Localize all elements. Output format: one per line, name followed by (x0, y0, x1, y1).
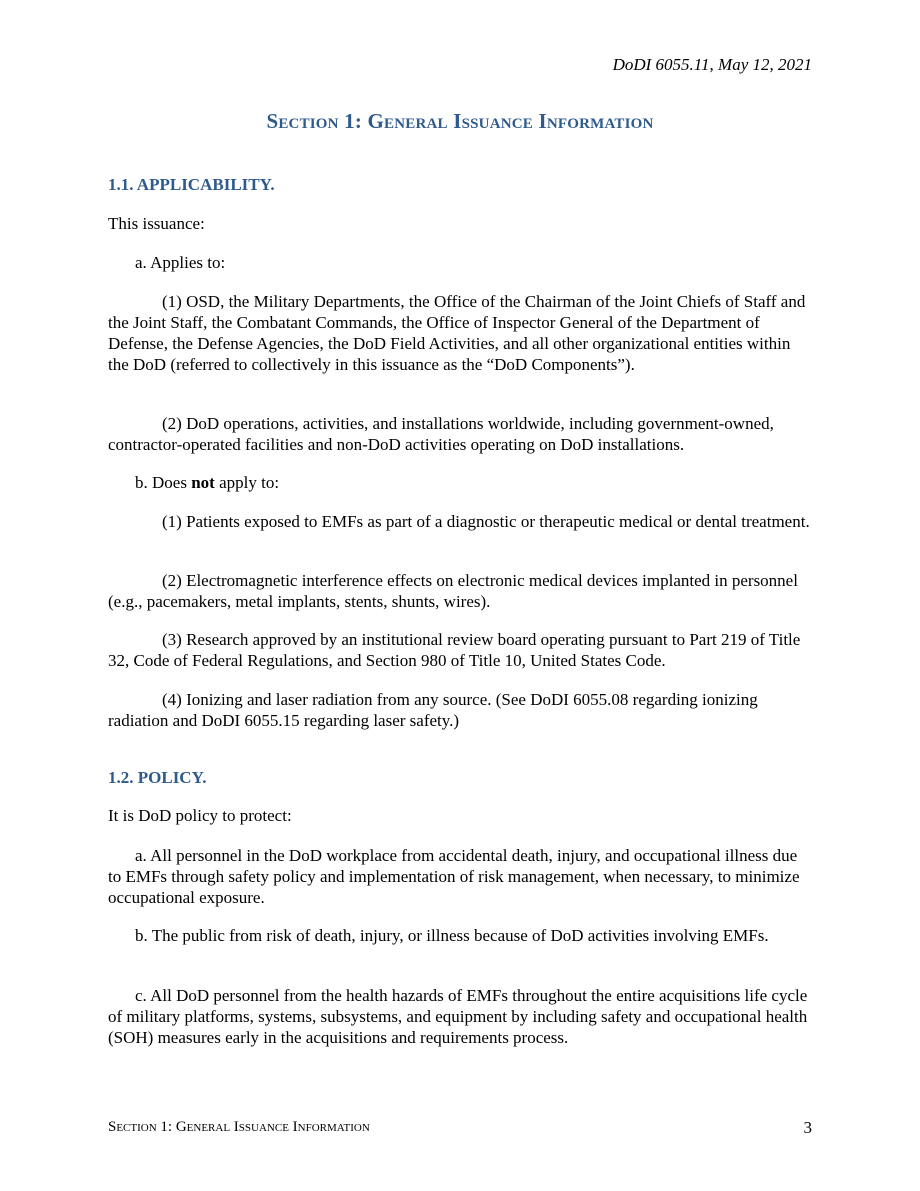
policy-item-c: c. All DoD personnel from the health hazards of EMFs throughout the entire acquisitions life cycle of military platforms, systems, subsystems, and equipment by including safety and occupational health (SOH) measures early in the acquisitions and requirements process. (108, 986, 808, 1047)
does-not-apply-item-2: (2) Electromagnetic interference effects on electronic medical devices implanted in personnel (e.g., pacemakers, metal implants, stents, shunts, wires). (108, 571, 798, 611)
applies-to-label: a. Applies to: (135, 253, 226, 272)
does-not-apply-label: b. Does not apply to: (135, 473, 280, 492)
applies-to-item-1: (1) OSD, the Military Departments, the Office of the Chairman of the Joint Chiefs of Staff and the Joint Staff, the Combatant Commands, the Office of Inspector General of the Department of Defense, the Defense Agencies, the DoD Field Activities, and all other organizational entities within the DoD (referred to collectively in this issuance as the “DoD Components”). (108, 292, 806, 374)
document-reference: DoDI 6055.11, May 12, 2021 (612, 55, 812, 74)
does-not-apply-item-1: (1) Patients exposed to EMFs as part of a diagnostic or therapeutic medical or dental treatment. (162, 512, 810, 531)
policy-item-b: b. The public from risk of death, injury, or illness because of DoD activities involving EMFs. (135, 926, 769, 945)
page-number: 3 (803, 1118, 812, 1137)
applicability-intro: This issuance: (108, 214, 205, 233)
does-not-apply-item-3: (3) Research approved by an institutional review board operating pursuant to Part 219 of Title 32, Code of Federal Regulations, and Section 980 of Title 10, United States Code. (108, 630, 801, 670)
emphasis-not: not (191, 473, 215, 492)
applies-to-item-2: (2) DoD operations, activities, and installations worldwide, including government-owned, contractor-operated facilities and non-DoD activities operating on DoD installations. (108, 414, 774, 454)
applicability-heading: 1.1. APPLICABILITY. (108, 175, 275, 194)
section-title: Section 1: General Issuance Information (266, 109, 654, 133)
policy-item-a: a. All personnel in the DoD workplace from accidental death, injury, and occupational illness due to EMFs through safety policy and implementation of risk management, when necessary, to minimize occupational exposure. (108, 846, 800, 907)
policy-intro: It is DoD policy to protect: (108, 806, 292, 825)
does-not-apply-item-4: (4) Ionizing and laser radiation from any source. (See DoDI 6055.08 regarding ionizing radiation and DoDI 6055.15 regarding laser safety.) (108, 690, 758, 730)
policy-heading: 1.2. POLICY. (108, 768, 207, 787)
footer-section-label: Section 1: General Issuance Information (108, 1119, 370, 1135)
